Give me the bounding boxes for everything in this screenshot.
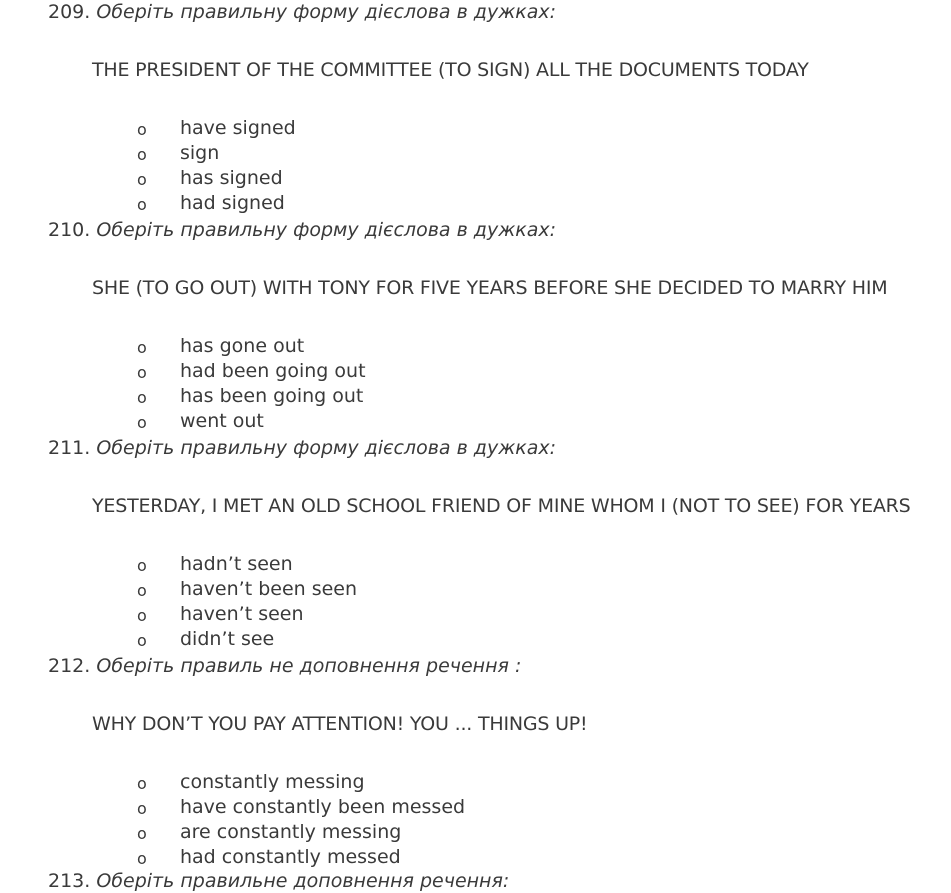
radio-bullet-icon[interactable]: o	[137, 556, 147, 575]
answer-option[interactable]	[0, 795, 951, 820]
answer-option-label: has gone out	[180, 335, 305, 357]
answer-option-label: sign	[180, 142, 220, 164]
radio-bullet-icon[interactable]: o	[137, 849, 147, 868]
answer-option[interactable]	[0, 116, 951, 141]
radio-bullet-icon[interactable]: o	[137, 581, 147, 600]
question-header	[48, 0, 556, 24]
radio-bullet-icon[interactable]: o	[137, 145, 147, 164]
answer-options	[0, 334, 951, 434]
question-text: YESTERDAY, I MET AN OLD SCHOOL FRIEND OF MINE WHOM I (NOT TO SEE) FOR YEARS	[92, 495, 911, 517]
question-number: 213.	[48, 870, 91, 892]
answer-option-label: constantly messing	[180, 771, 365, 793]
answer-option[interactable]	[0, 384, 951, 409]
answer-option-label: had been going out	[180, 360, 366, 382]
question-instruction: Оберіть правиль не доповнення речення :	[96, 655, 522, 677]
question-instruction: Оберіть правильне доповнення речення:	[96, 870, 510, 892]
radio-bullet-icon[interactable]: o	[137, 824, 147, 843]
question-instruction: Оберіть правильну форму дієслова в дужках:	[96, 219, 557, 241]
answer-option-label: haven’t been seen	[180, 578, 358, 600]
answer-option[interactable]	[0, 602, 951, 627]
answer-option-label: hadn’t seen	[180, 553, 293, 575]
radio-bullet-icon[interactable]: o	[137, 170, 147, 189]
answer-option[interactable]	[0, 770, 951, 795]
question-header	[48, 654, 521, 678]
radio-bullet-icon[interactable]: o	[137, 195, 147, 214]
question-text: SHE (TO GO OUT) WITH TONY FOR FIVE YEARS BEFORE SHE DECIDED TO MARRY HIM	[92, 277, 888, 299]
question-text: WHY DON’T YOU PAY ATTENTION! YOU ... THINGS UP!	[92, 713, 588, 735]
question-header	[48, 218, 556, 242]
answer-option[interactable]	[0, 334, 951, 359]
answer-options	[0, 552, 951, 652]
answer-option[interactable]	[0, 359, 951, 384]
answer-option[interactable]	[0, 627, 951, 652]
question-213-header	[48, 869, 509, 893]
radio-bullet-icon[interactable]: o	[137, 774, 147, 793]
answer-option-label: have signed	[180, 117, 296, 139]
question-number: 212.	[48, 655, 91, 677]
answer-option-label: have constantly been messed	[180, 796, 466, 818]
answer-option-label: has been going out	[180, 385, 364, 407]
radio-bullet-icon[interactable]: o	[137, 631, 147, 650]
question-number: 210.	[48, 219, 91, 241]
question-header	[48, 436, 556, 460]
radio-bullet-icon[interactable]: o	[137, 388, 147, 407]
answer-option[interactable]	[0, 552, 951, 577]
answer-option[interactable]	[0, 141, 951, 166]
answer-option[interactable]	[0, 820, 951, 845]
answer-options	[0, 770, 951, 870]
radio-bullet-icon[interactable]: o	[137, 363, 147, 382]
question-text: THE PRESIDENT OF THE COMMITTEE (TO SIGN) ALL THE DOCUMENTS TODAY	[92, 59, 809, 81]
answer-option-label: went out	[180, 410, 264, 432]
question-number: 209.	[48, 1, 91, 23]
answer-option-label: had signed	[180, 192, 285, 214]
answer-option-label: had constantly messed	[180, 846, 401, 868]
radio-bullet-icon[interactable]: o	[137, 413, 147, 432]
answer-option[interactable]	[0, 166, 951, 191]
answer-option[interactable]	[0, 577, 951, 602]
radio-bullet-icon[interactable]: o	[137, 338, 147, 357]
radio-bullet-icon[interactable]: o	[137, 799, 147, 818]
answer-option-label: haven’t seen	[180, 603, 304, 625]
answer-option[interactable]	[0, 409, 951, 434]
question-number: 211.	[48, 437, 91, 459]
answer-options	[0, 116, 951, 216]
answer-option-label: didn’t see	[180, 628, 275, 650]
answer-option-label: has signed	[180, 167, 283, 189]
radio-bullet-icon[interactable]: o	[137, 120, 147, 139]
answer-option-label: are constantly messing	[180, 821, 402, 843]
question-instruction: Оберіть правильну форму дієслова в дужках:	[96, 1, 557, 23]
answer-option[interactable]	[0, 191, 951, 216]
question-instruction: Оберіть правильну форму дієслова в дужках:	[96, 437, 557, 459]
radio-bullet-icon[interactable]: o	[137, 606, 147, 625]
answer-option[interactable]	[0, 845, 951, 870]
